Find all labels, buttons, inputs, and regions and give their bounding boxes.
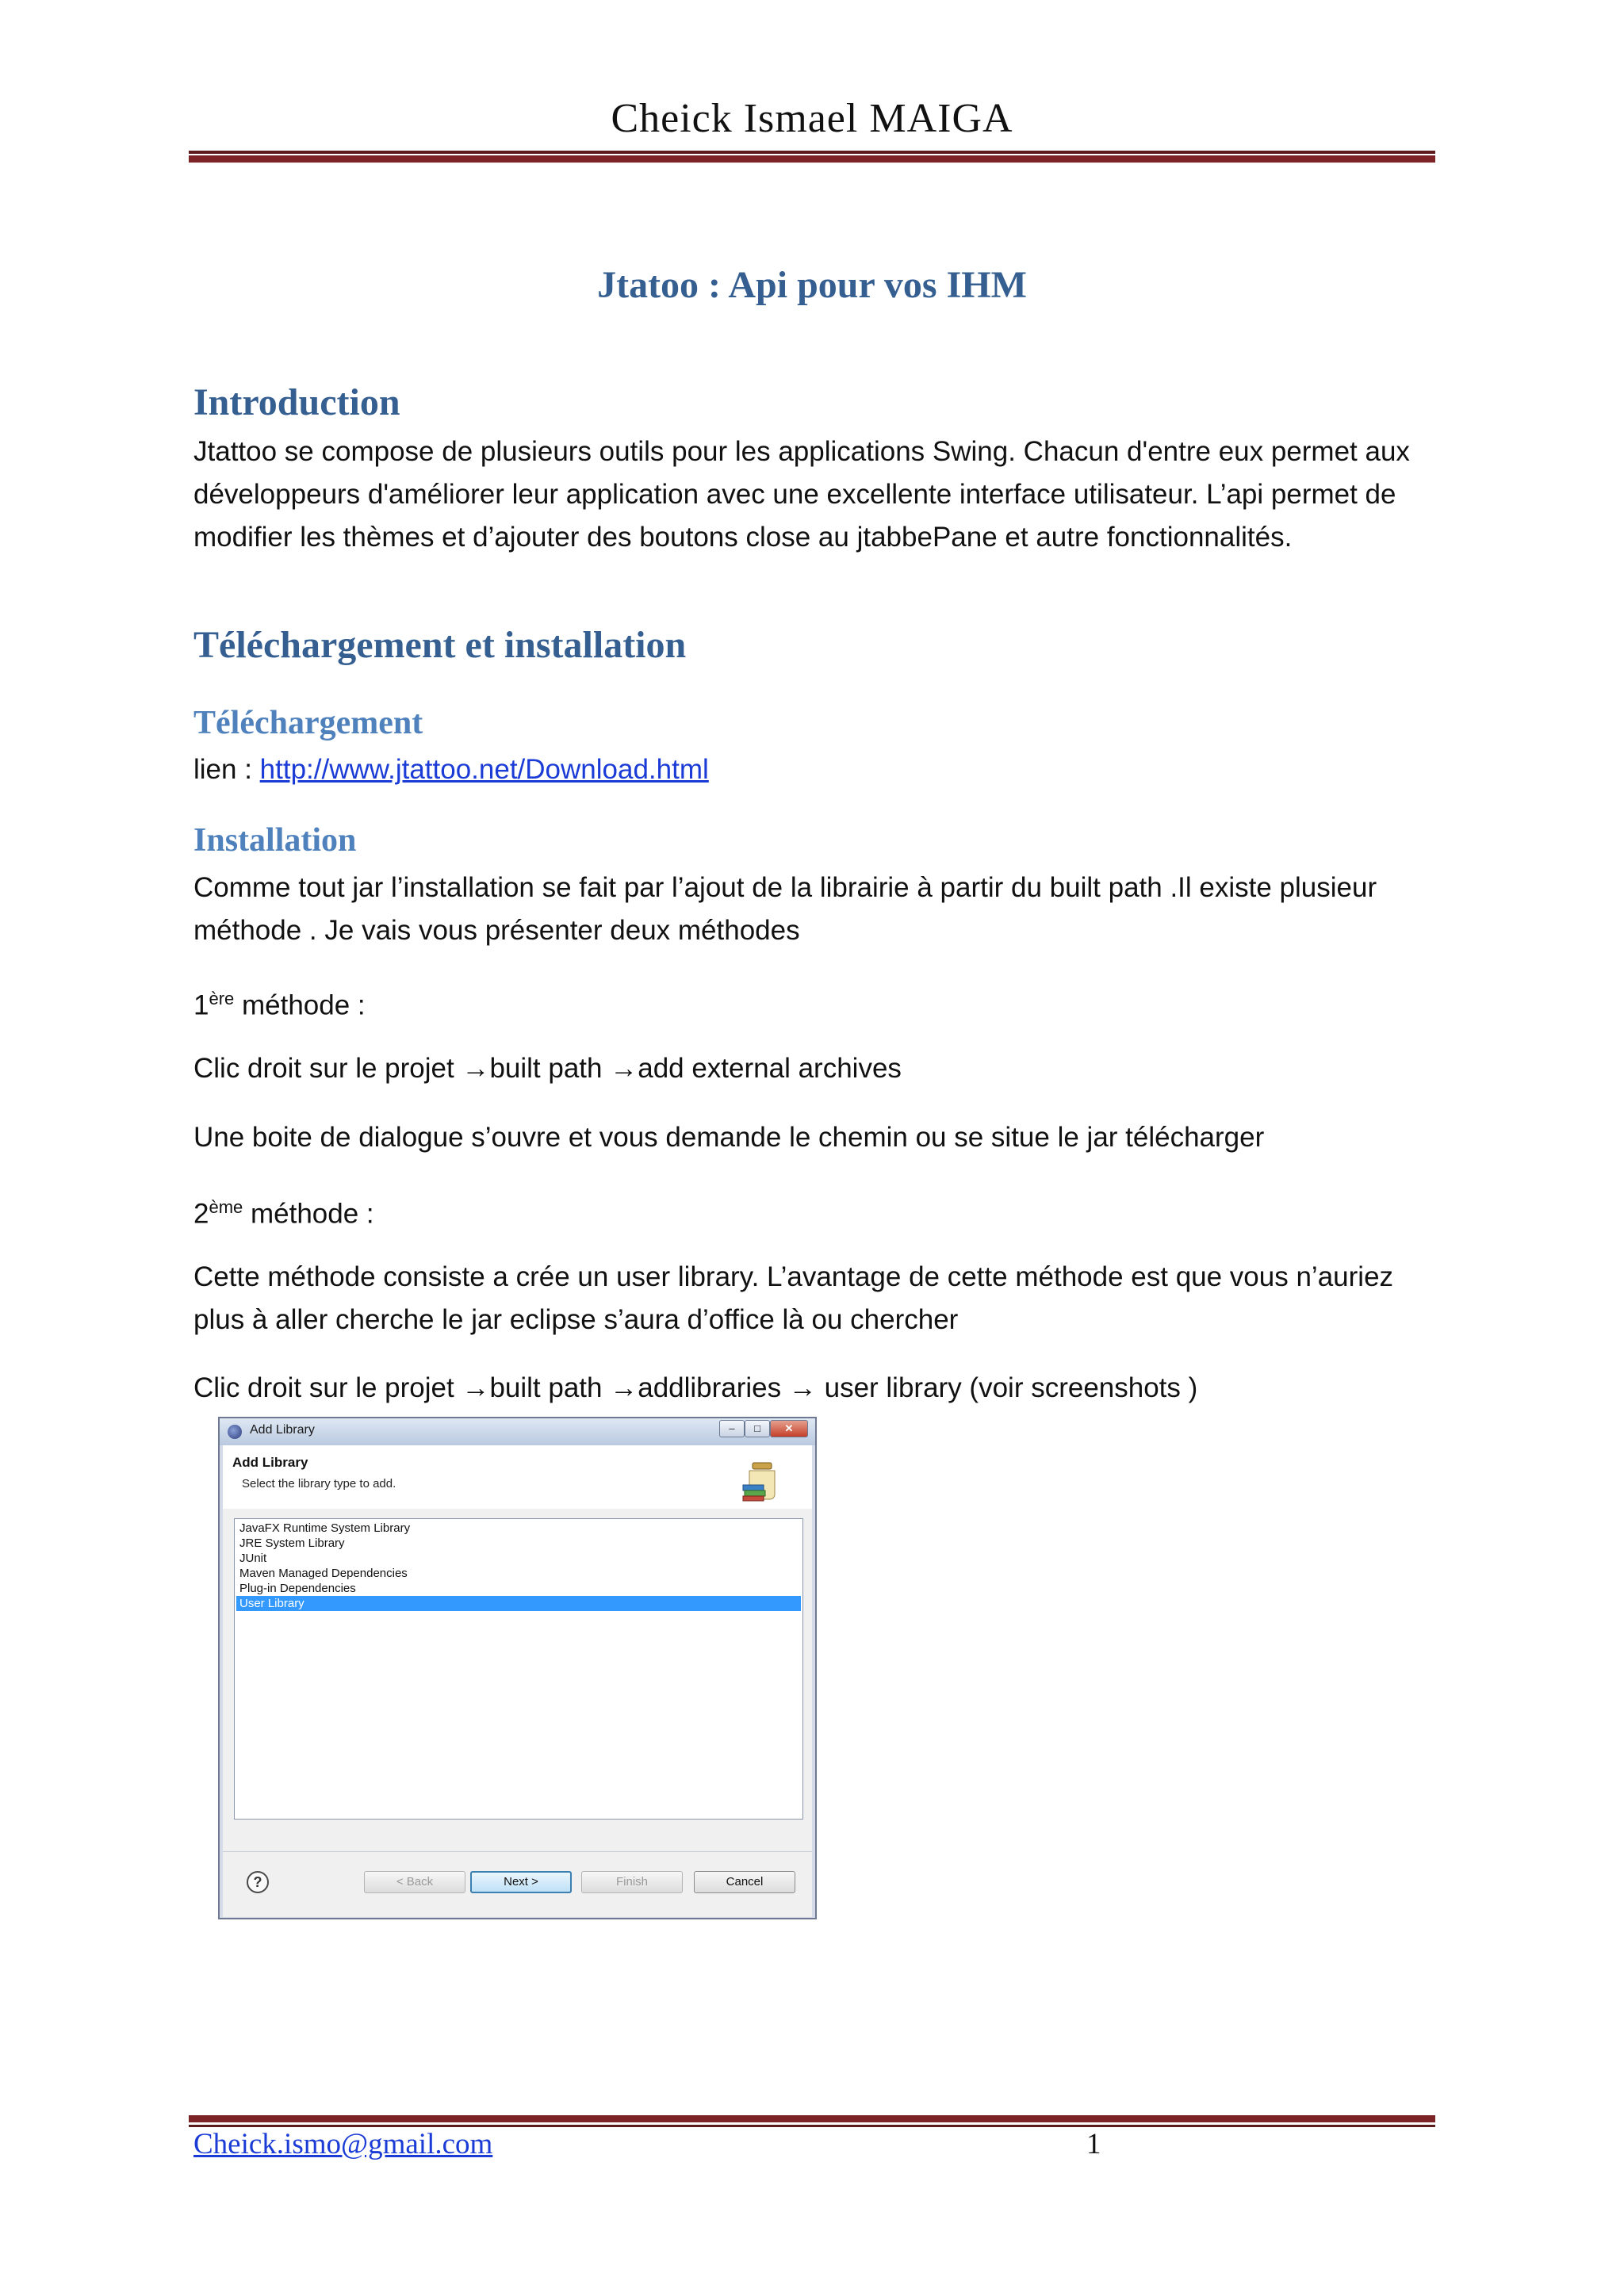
method2-line: Cette méthode consiste a crée un user library. L’avantage de cette méthode est que vous n’auriez [193,1261,1394,1292]
method2-label: 2ème méthode : [193,1197,374,1230]
header-rule-thin [189,151,1435,154]
eclipse-icon [228,1425,242,1439]
page-number: 1 [1086,2128,1101,2160]
library-list-item[interactable]: JUnit [239,1552,267,1565]
finish-button[interactable]: Finish [581,1871,683,1893]
intro-paragraph [193,430,1446,559]
footer-rule-thick [189,2115,1435,2122]
library-list-item[interactable]: Plug-in Dependencies [239,1582,356,1595]
dialog-footer [223,1851,812,1917]
library-list-item[interactable]: JavaFX Runtime System Library [239,1521,411,1535]
intro-line: Jtattoo se compose de plusieurs outils pour les applications Swing. Chacun d'entre eux permet aux [193,436,1410,467]
installation-paragraph [193,867,1446,952]
intro-line: développeurs d'améliorer leur application avec une excellente interface utilisateur. L’api permet de [193,479,1396,510]
next-button[interactable]: Next > [470,1871,572,1893]
method1-label: 1ère méthode : [193,989,366,1021]
download-link[interactable]: http://www.jtattoo.net/Download.html [259,754,709,785]
help-icon[interactable]: ? [247,1871,269,1893]
add-library-dialog [218,1417,817,1919]
minimize-icon[interactable]: – [719,1420,745,1437]
download-link-line [193,748,1446,791]
link-prefix: lien : [193,754,260,785]
library-list-item-selected[interactable]: User Library [236,1596,801,1611]
library-list-item[interactable]: Maven Managed Dependencies [239,1567,408,1580]
method2-paragraph [193,1256,1446,1341]
intro-heading: Introduction [193,381,400,423]
dialog-titlebar[interactable] [220,1418,815,1445]
dialog-description: Select the library type to add. [242,1477,396,1490]
download-install-heading: Téléchargement et installation [193,624,687,666]
installation-line: méthode . Je vais vous présenter deux méthodes [193,915,800,946]
dialog-body [223,1509,812,1851]
dialog-banner [223,1445,812,1510]
cancel-button[interactable]: Cancel [694,1871,795,1893]
library-type-list[interactable] [234,1518,803,1820]
document-title: Jtatoo : Api pour vos IHM [597,264,1027,306]
method1-step: Clic droit sur le projet →built path →add external archives [193,1053,902,1084]
method2-line: plus à aller cherche le jar eclipse s’aura d’office là ou chercher [193,1304,959,1335]
download-heading: Téléchargement [193,705,423,741]
footer-email-link[interactable]: Cheick.ismo@gmail.com [193,2128,493,2160]
close-icon[interactable]: ✕ [770,1420,808,1437]
maximize-icon[interactable]: □ [745,1420,770,1437]
method1-note: Une boite de dialogue s’ouvre et vous demande le chemin ou se situe le jar télécharger [193,1122,1265,1153]
intro-line: modifier les thèmes et d’ajouter des boutons close au jtabbePane et autre fonctionnalités. [193,522,1293,553]
installation-heading: Installation [193,822,357,859]
header-author: Cheick Ismael MAIGA [611,96,1013,141]
header-rule-thick [189,155,1435,163]
dialog-heading: Add Library [232,1455,308,1470]
library-list-item[interactable]: JRE System Library [239,1536,345,1550]
dialog-window-title: Add Library [250,1423,315,1437]
back-button[interactable]: < Back [364,1871,465,1893]
method2-step: Clic droit sur le projet →built path →addlibraries → user library (voir screenshots ) [193,1372,1198,1403]
library-jar-icon [740,1458,784,1502]
installation-line: Comme tout jar l’installation se fait par l’ajout de la librairie à partir du built path .Il existe plusieur [193,872,1377,903]
